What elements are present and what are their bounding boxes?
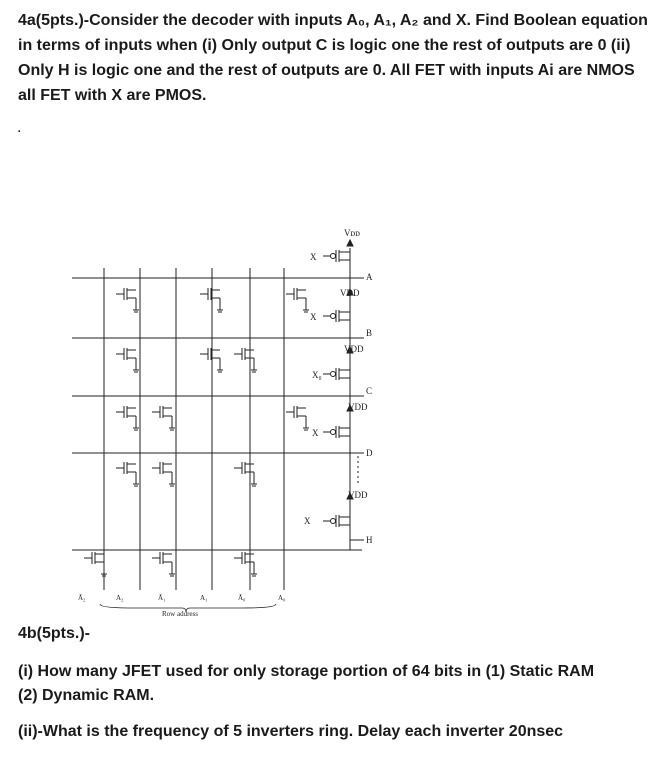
- output-a-label: A: [366, 272, 373, 282]
- vdd-label-4: VDD: [348, 490, 368, 500]
- output-b-label: B: [366, 328, 373, 338]
- vdd-top-label: Vᴅᴅ: [344, 228, 360, 238]
- col-label-a2-bar: Ā₂: [78, 594, 86, 602]
- col-label-a1-bar: Ā₁: [158, 594, 166, 602]
- question-4b-line-2: (2) Dynamic RAM.: [18, 687, 155, 704]
- question-4a-line-4: all FET with X are PMOS.: [18, 87, 207, 104]
- question-4b-line-3: (ii)-What is the frequency of 5 inverters ring. Delay each inverter 20nsec: [18, 723, 564, 740]
- question-4a: [18, 8, 648, 108]
- col-label-a1: A₁: [200, 594, 208, 602]
- question-4b-line-1: (i) How many JFET used for only storage portion of 64 bits in (1) Static RAM: [18, 663, 595, 680]
- x-label-4: X: [312, 428, 319, 438]
- x-label-3: X₀: [312, 370, 322, 380]
- x-label-1: X: [310, 252, 317, 262]
- col-label-a2: A₂: [116, 594, 124, 602]
- bullet-dot: .: [17, 119, 22, 136]
- decoder-diagram: [72, 228, 392, 618]
- vdd-label-3: VDD: [348, 402, 368, 412]
- question-4b: [18, 622, 648, 744]
- output-d-label: D: [366, 448, 373, 458]
- question-4a-line-1: 4a(5pts.)-Consider the decoder with inputs A₀, A₁, A₂ and X. Find Boolean equation: [18, 12, 648, 29]
- x-label-2: X: [310, 312, 317, 322]
- question-4b-heading: 4b(5pts.)-: [18, 625, 90, 642]
- output-h-label: H: [366, 535, 373, 545]
- vdd-label-2: VDD: [344, 344, 364, 354]
- question-4a-line-3: Only H is logic one and the rest of outputs are 0. All FET with inputs Ai are NMOS: [18, 62, 635, 79]
- vdd-label-1: VDD: [340, 288, 360, 298]
- x-label-5: X: [304, 516, 311, 526]
- output-c-label: C: [366, 386, 373, 396]
- question-4a-line-2: in terms of inputs when (i) Only output C is logic one the rest of outputs are 0 (ii): [18, 37, 631, 54]
- col-label-a0-bar: Ā₀: [238, 594, 246, 602]
- row-address-label: Row address: [162, 610, 198, 618]
- col-label-a0: A₀: [278, 594, 286, 602]
